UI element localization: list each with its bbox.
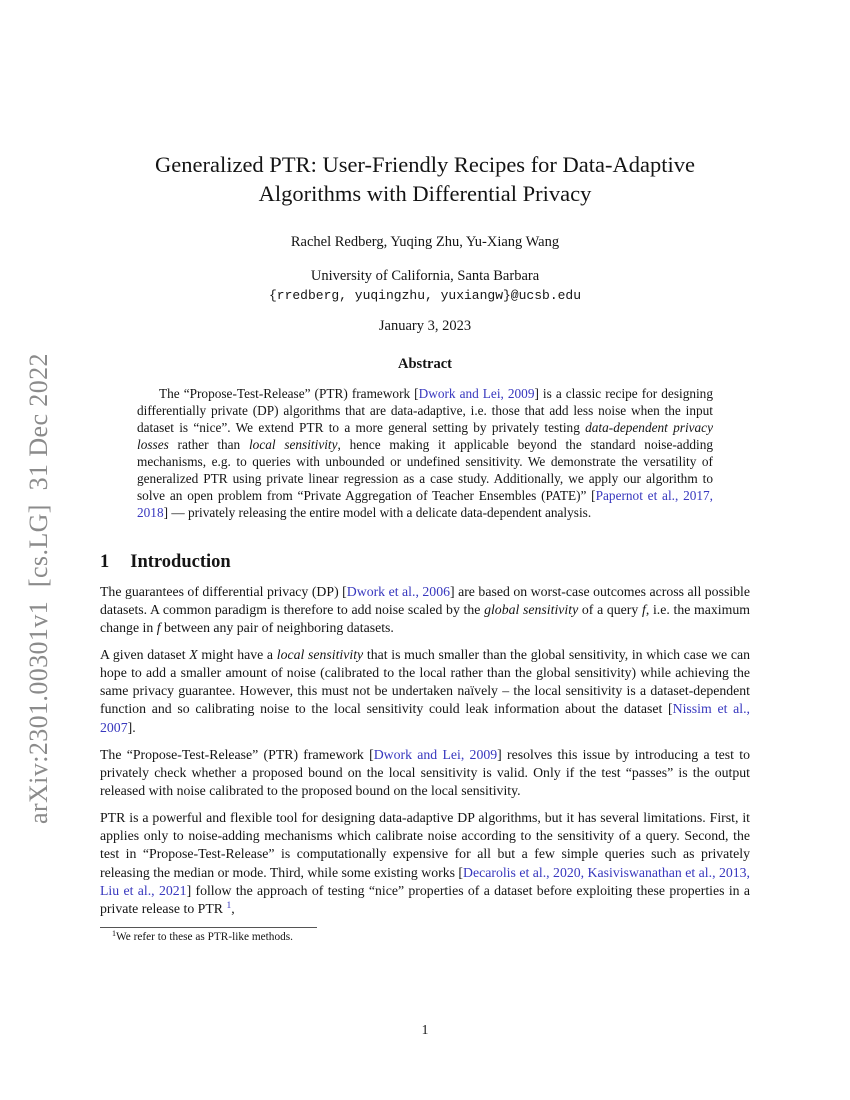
text-segment: ] are based on worst-case outcomes across all possible datasets. A common paradigm is therefore to add noise scaled by the (100, 583, 751, 617)
citation-link[interactable]: Dwork and Lei, 2009 (373, 746, 498, 762)
text-segment: between any pair of neighboring datasets. (160, 619, 394, 635)
intro-paragraph-2 (100, 646, 750, 737)
citation-link[interactable]: Liu et al., 2021 (100, 882, 187, 898)
email-line: {rredberg, yuqingzhu, yuxiangw}@ucsb.edu (268, 287, 582, 303)
italic-term: local sensitivity (248, 436, 338, 452)
introduction-body (100, 583, 750, 943)
paper-title-line2: Algorithms with Differential Privacy (258, 181, 592, 207)
text-segment: , i.e. the maximum change in (100, 601, 750, 635)
page-number: 1 (421, 1022, 429, 1037)
text-segment: of a query (578, 601, 642, 617)
citation-link[interactable]: Dwork and Lei, 2009 (418, 385, 535, 401)
text-segment: The “Propose-Test-Release” (PTR) framework [ (100, 746, 374, 762)
citation-link[interactable]: Kasiviswanathan et al., 2013, (587, 864, 751, 880)
section-number: 1 (100, 551, 110, 572)
footnote-marker: 1 (112, 929, 116, 939)
footnote-rule (100, 927, 317, 928)
math-var: f (641, 601, 646, 617)
intro-paragraph-1 (100, 583, 750, 637)
date-line: January 3, 2023 (378, 317, 472, 334)
text-segment: ] — privately releasing the entire model with a delicate data-dependent analysis. (163, 505, 592, 521)
text-segment: rather than (168, 436, 249, 452)
math-var: X (189, 647, 198, 663)
text-segment: ]. (127, 719, 136, 735)
paper-title (0, 150, 850, 209)
abstract-paragraph (137, 385, 713, 522)
intro-paragraph-4 (100, 809, 750, 918)
citation-link[interactable]: Nissim et al., 2007 (100, 701, 750, 735)
text-segment: might have a (197, 647, 277, 663)
italic-term: global sensitivity (484, 601, 579, 617)
citation-link[interactable]: Dwork et al., 2006 (346, 583, 450, 599)
citation-link[interactable]: Decarolis et al., 2020, (463, 864, 588, 880)
section-title: Introduction (130, 551, 231, 572)
math-var: f (156, 619, 161, 635)
abstract-heading: Abstract (398, 355, 452, 372)
paper-title-line1: Generalized PTR: User-Friendly Recipes for Data-Adaptive (155, 152, 695, 177)
text-segment: , hence making it applicable beyond the standard noise-adding mechanisms, e.g. to queries with unbounded or undefined sensitivity. We demonstrate the versatility of generalized PTR using private linear regression as a case study. Additionally, we apply our algorithm to solve an open problem from “Private Aggregation of Teacher Ensembles (PATE)” [ (137, 436, 713, 504)
text-segment: ] resolves this issue by introducing a test to privately check whether a proposed bound on the local sensitivity is valid. Only if the test “passes” is the output released with noise calibrated to the proposed bound on the local sensitivity. (100, 746, 750, 799)
italic-term: local sensitivity (276, 647, 364, 663)
text-segment: , (231, 900, 235, 916)
affiliation-line: University of California, Santa Barbara (310, 267, 540, 284)
intro-paragraph-3 (100, 746, 750, 800)
authors-line: Rachel Redberg, Yuqing Zhu, Yu-Xiang Wang (290, 233, 560, 250)
text-segment: that is much smaller than the global sensitivity, in which case we can hope to add a smaller amount of noise (calibrated to the local rather than the global sensitivity) while achieving the same privacy guarantee. However, this must not be undertaken naïvely – the local sensitivity is a dataset-dependent function and so calibrating noise to the local sensitivity could leak information about the dataset [ (100, 647, 750, 717)
text-segment: PTR is a powerful and flexible tool for designing data-adaptive DP algorithms, but it has several limitations. First, it applies only to noise-adding mechanisms which calibrate noise according to the sensitivity of a query. Second, the test in “Propose-Test-Release” is computationally expensive for all but a few simple queries such as privately releasing the median or mode. Third, while some existing works [ (100, 810, 750, 880)
footnote (100, 931, 750, 943)
text-segment: ] is a classic recipe for designing differentially private (DP) algorithms that are data-adaptive, i.e. those that add less noise when the input dataset is “nice”. We extend PTR to a more general setting by privately testing (137, 385, 713, 435)
arxiv-watermark: arXiv:2301.00301v1 [cs.LG] 31 Dec 2022 (24, 353, 53, 824)
text-segment: A given dataset (100, 647, 190, 663)
paper-front-matter (0, 0, 850, 335)
text-segment: ] follow the approach of testing “nice” properties of a dataset before exploiting these properties in a private release to PTR (100, 882, 750, 916)
section-heading-introduction (100, 552, 750, 573)
citation-link[interactable]: Papernot et al., 2017, (595, 488, 714, 504)
italic-term: data-dependent privacy losses (137, 419, 713, 452)
text-segment: The “Propose-Test-Release” (PTR) framework [ (159, 385, 419, 401)
text-segment: The guarantees of differential privacy (DP) [ (100, 583, 347, 599)
citation-link[interactable]: 2018 (137, 505, 164, 521)
footnote-text: We refer to these as PTR-like methods. (116, 931, 293, 944)
footnote-area (100, 927, 750, 943)
footnote-ref-link[interactable]: 1 (226, 900, 232, 911)
